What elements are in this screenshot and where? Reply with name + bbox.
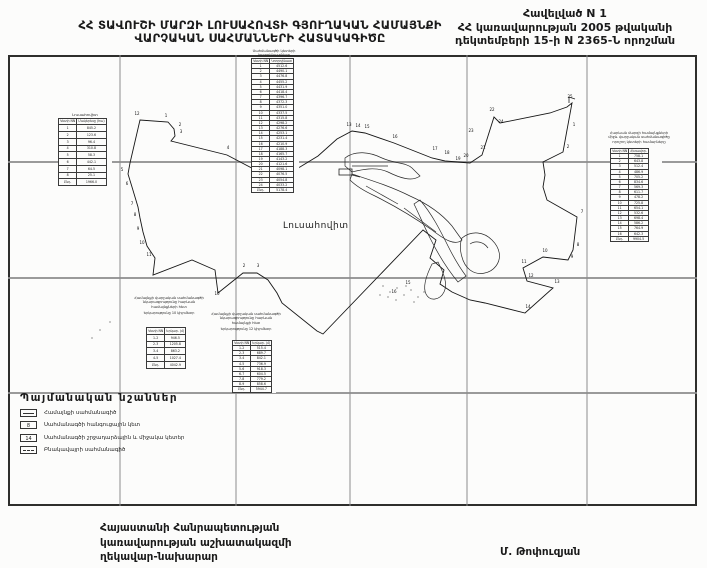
legend-title: Պայմանական նշաններ [20, 392, 179, 404]
coordinate-table-bottom-mid [232, 340, 276, 393]
coordinate-table-left [58, 112, 112, 186]
boundary-point-number: 24 [498, 119, 504, 124]
legend-item: Համայնքի սահմանագիծ [20, 409, 260, 417]
page-title-line1: ՀՀ ՏԱՎՈՒՇԻ ՄԱՐԶԻ ԼՈՒՍԱՀՈՎՏԻ ԳՅՈՒՂԱԿԱՆ ՀԱՄԱՅՆՔԻ [78, 18, 442, 32]
boundary-point-number: 13 [346, 122, 352, 127]
boundary-point-number: 1 [572, 122, 576, 127]
boundary-point-number: 2 [242, 263, 246, 268]
boundary-point-number: 2 [566, 144, 570, 149]
table-right-grid: Կետի NN Հեռավոր. 1 758.1 2 643.8 3 512.4 4 486.9 5 705.2 6 834.6 7 569.3 8 611.7 9 478.2 10 725.8 11 654.1 12 532.6 13 698.4 14 586.2 15 764.9 16 642.3 Ընդ. 9904.5 [612, 149, 647, 241]
boundary-point-number: 5 [120, 167, 124, 172]
boundary-point-number: 7 [130, 201, 134, 206]
legend-item: 8 Սահմանագծի հանգուցային կետ [20, 421, 260, 429]
annex-number: Հավելված N 1 [523, 7, 607, 20]
boundary-point-number: 23 [468, 128, 474, 133]
table-right-caption: Հարևան մարզի համայնքների միջև վարչական սահմանագիծը որոշող կետերի համարները [608, 131, 670, 144]
community-boundary-icon [20, 409, 37, 417]
table-bottom-left-caption: Համայնքի վարչական սահմանագծի նկարագրությունը հարևան համայնքների հետ Երկարությունը 10 կիլոմետր [134, 296, 204, 315]
boundary-point-number: 15 [364, 124, 370, 129]
boundary-point-number: 14 [355, 123, 361, 128]
boundary-point-number: 19 [455, 156, 461, 161]
page-title [50, 19, 470, 45]
table-bottom-mid-caption: Համայնքի վարչական սահմանագծի նկարագրությունը հարևան համայնքի հետ Երկարությունը 12 կիլոմետր [211, 312, 281, 331]
table-top-caption: Սահմանագծի կետերի կոորդինատները [252, 49, 296, 58]
boundary-point-number: 1 [164, 113, 168, 118]
boundary-point-number: 4 [226, 145, 230, 150]
boundary-point-number: 10 [542, 248, 548, 253]
boundary-point-number: 12 [528, 273, 534, 278]
boundary-point-number: 10 [214, 291, 220, 296]
boundary-point-number: 20 [463, 153, 469, 158]
settlement-boundary-icon [20, 446, 37, 454]
boundary-point-number: 16 [392, 134, 398, 139]
boundary-point-number: 12 [134, 111, 140, 116]
coordinate-table-top [251, 58, 299, 193]
boundary-point-number: 17 [432, 146, 438, 151]
boundary-point-number: 21 [480, 145, 486, 150]
boundary-point-number: 14 [525, 304, 531, 309]
table-top-grid: Կետի NN Կոորդինատ 1 4512.6 2 4490.1 3 4476.8 4 4455.2 5 4431.9 6 4418.4 7 4396.7 8 4372.3 9 4351.0 10 4337.5 11 4315.8 12 4298.2 13 4276.6 14 4253.1 15 4231.4 16 4210.9 17 4188.3 18 4165.7 19 4143.2 20 4121.6 21 4098.1 22 4076.5 23 4054.8 24 4033.2 Ընդ. 5178.4 [253, 59, 293, 192]
legend-item: Բնակավայրի սահմանագիծ [20, 446, 260, 454]
boundary-point-number: 2 [178, 122, 182, 127]
boundary-point-number: 15 [405, 280, 411, 285]
turn-point-icon: 14 [20, 434, 37, 442]
boundary-point-number: 8 [576, 242, 580, 247]
boundary-point-number: 7 [580, 209, 584, 214]
table-left-grid: Կետի NN Մակերեսը (հա) 1 845.2 2 123.6 3 96.4 4 310.8 5 58.3 6 442.1 7 64.5 8 25.1 Ընդ. 1966.0 [60, 119, 105, 185]
boundary-point-number: 11 [146, 252, 152, 257]
boundary-point-number: 3 [179, 129, 183, 134]
boundary-point-number: 10 [139, 240, 145, 245]
node-point-icon: 8 [20, 421, 37, 429]
boundary-point-number: 18 [444, 150, 450, 155]
table-bottom-mid-grid: Կետի NN Երկար. (մ) 1-2 515.4 2-3 689.7 3-4 842.1 4-5 736.9 5-6 918.3 6-7 604.5 7-8 779.2 8-9 858.6 Ընդ. 5944.7 [234, 341, 271, 392]
boundary-point-number: 11 [521, 259, 527, 264]
boundary-point-number: 13 [554, 279, 560, 284]
boundary-point-number: 25 [567, 94, 573, 99]
settlement-label: Լուսահովիտ [283, 221, 349, 231]
coordinate-table-right [610, 148, 662, 242]
table-left-title: Լուսահովիտ [72, 112, 98, 117]
boundary-point-number: 3 [256, 263, 260, 268]
coordinate-table-bottom-left [146, 327, 196, 369]
boundary-point-number: 9 [570, 254, 574, 259]
boundary-point-number: 6 [125, 181, 129, 186]
issuing-authority: Հայաստանի Հանրապետության կառավարության աշխատակազմի ղեկավար-նախարար [100, 522, 292, 563]
annex-decree-date: դեկտեմբերի 15-ի N 2365-Ն որոշման [454, 34, 676, 47]
annex-note [428, 7, 702, 48]
boundary-point-number: 8 [133, 212, 137, 217]
boundary-point-number: 16 [391, 289, 397, 294]
footer-signature: Մ. Թոփուզյան [500, 546, 581, 558]
legend [20, 392, 260, 454]
legend-item: 14 Սահմանագծի շրջադարձային և միջակա կետեր [20, 434, 260, 442]
annex-decree-line: ՀՀ կառավարության 2005 թվականի [457, 20, 673, 34]
boundary-point-number: 22 [489, 107, 495, 112]
page-title-line2: ՎԱՐՉԱԿԱՆ ՍԱՀՄԱՆՆԵՐԻ ՀԱՏԱԿԱԳԻԾԸ [134, 31, 386, 45]
table-bottom-left-grid: Կետի NN Երկար. (մ) 1-2 946.5 2-3 1205.8 3-4 863.2 4-5 1027.4 Ընդ. 4042.9 [148, 328, 185, 367]
boundary-point-number: 9 [136, 226, 140, 231]
